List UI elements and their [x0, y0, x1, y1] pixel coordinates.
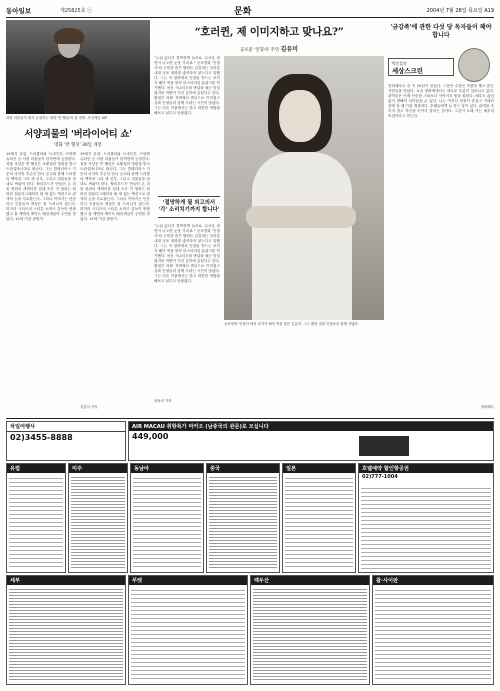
story-headline: 서양괴물의 '버라이어티 쇼' — [24, 129, 132, 140]
page-header — [6, 4, 494, 18]
byline-name: 김유미 — [280, 46, 298, 53]
pull-quote: '절망하게 될 외고의서 '각' 소리치기까지 합니다' — [158, 196, 220, 218]
ad-title: 동남아 — [131, 464, 203, 473]
ad-phone: 02)3455-8888 — [10, 433, 73, 442]
ad-air-macau[interactable] — [128, 421, 494, 461]
ad-phuket[interactable] — [128, 575, 248, 685]
left-story — [6, 20, 150, 414]
column-badge — [388, 58, 454, 76]
movie-still-photo — [6, 20, 150, 114]
columnist-signature: 영화배우 — [480, 405, 494, 409]
travel-ads-section — [6, 418, 494, 686]
center-story — [154, 20, 384, 414]
ad-title: AIR MACAU 취항특가 마카오 (남중국의 관문)로 모십니다 — [129, 422, 493, 431]
byline-prefix: 공포물 '인형사' 주연 — [240, 48, 280, 53]
ad-title: 호텔예약 할인항공권 — [359, 464, 493, 473]
interview-byline — [154, 44, 384, 53]
ad-title: 세부 — [7, 576, 125, 585]
badge-label: 박중훈의 — [392, 61, 407, 66]
reporter-signature: 최용석 기자 — [154, 399, 172, 403]
story-subhead: 영화 '반 헬싱' 30일 개봉 — [54, 143, 102, 148]
column-headline: '금강족'에 관한 다섯 당 독자들이 해야 합니다 — [390, 24, 492, 39]
ad-title: 일본 — [283, 464, 355, 473]
portrait-caption: 공포영화 '인형사'에서 조각가 해미 역을 맡은 김유미. 그는 촬영 내내 인형들과 함께 지냈다. — [224, 322, 359, 326]
ad-guam-saipan[interactable] — [372, 575, 494, 685]
ad-title: 유럽 — [7, 464, 65, 473]
ad-title: 백두산 — [251, 576, 369, 585]
columnist-portrait-icon — [458, 48, 490, 82]
photo-caption: 서양 괴물들이 대거 등장하는 영화 '반 헬싱'의 한 장면. 사진제공 UIP — [6, 116, 108, 120]
ad-title: 푸켓 — [129, 576, 247, 585]
badge-title: 세상스크린 — [392, 67, 423, 75]
interview-body-bottom: “누워 있다가 깜짝깜짝 놀라요. 무서운 장면이 나오면 눈을 가리죠.” 공포영화 '인형사'의 주연을 맡은 탤런트 김유미는 인터뷰 내내 공포 영화를 좋아하지 않는다고 말했다. 그는 이 영화에서 인형을 만드는 조각가 해미 역을 맡아 미스터리한 분위기를 연기했다. 처음 시나리오를 받았을 때는 망설였지만 역할이 가진 깊이에 끌렸다고 한다. 촬영은 외딴 저택에서 밤낮으로 이어졌고 실제 인형들과 함께 지내는 시간이 많았다. 그는 다음 작품에서는 밝고 따뜻한 역할을 해보고 싶다고 덧붙였다. — [154, 224, 220, 283]
edition-number: 제25825호 ⓒ — [60, 8, 93, 14]
ad-title: 미주 — [69, 464, 127, 473]
ad-title: 중국 — [207, 464, 279, 473]
right-column — [388, 20, 494, 414]
ad-title: 괌·사이판 — [373, 576, 493, 585]
story-body-col-2: 19세기 유럽. 드라큘라와 늑대인간, 프랑켄슈타인 등 서양 괴물들이 한꺼번에 등장한다. 괴물 사냥꾼 반 헬싱은 교황청의 명령을 받고 트란실바니아로 떠난다. 그는 발레리어스 가문의 마지막 후손인 안나 공주와 함께 드라큘라 백작과 그의 세 신부, 그리고 괴물들을 상대로 싸워야 한다. 할리우드가 만들어 온 괴물 영화의 캐릭터를 한데 모은 이 영화는 화려한 컴퓨터그래픽과 쉴 새 없는 액션으로 관객의 눈을 사로잡는다. 그러나 이야기는 단순하고 인물들의 개성은 잘 드러나지 않는다. 미이라 시리즈의 스티븐 소머즈 감독이 연출했고 휴 잭맨과 케이트 베킨세일이 주연을 맡았다. 12세 이상 관람가. — [80, 152, 150, 221]
ad-hotel-airfare[interactable] — [358, 463, 494, 573]
ad-cebu[interactable] — [6, 575, 126, 685]
ad-title: 차일여행사 — [7, 422, 125, 432]
ad-baekdu[interactable] — [250, 575, 370, 685]
ad-phone: 02)777-1004 — [362, 474, 398, 480]
reporter-signature: 김갑식 기자 — [80, 405, 98, 409]
interview-headline: “호러퀸, 제 이미지하고 맞나요?” — [194, 26, 344, 38]
ad-japan[interactable] — [282, 463, 356, 573]
issue-date: 2004년 7월 28일 목요일 A19 — [426, 8, 494, 14]
interview-body-top: “누워 있다가 깜짝깜짝 놀라요. 무서운 장면이 나오면 눈을 가리죠.” 공포영화 '인형사'의 주연을 맡은 탤런트 김유미는 인터뷰 내내 공포 영화를 좋아하지 않는다고 말했다. 그는 이 영화에서 인형을 만드는 조각가 해미 역을 맡아 미스터리한 분위기를 연기했다. 처음 시나리오를 받았을 때는 망설였지만 역할이 가진 깊이에 끌렸다고 한다. 촬영은 외딴 저택에서 밤낮으로 이어졌고 실제 인형들과 함께 지내는 시간이 많았다. 그는 다음 작품에서는 밝고 따뜻한 역할을 해보고 싶다고 덧붙였다. — [154, 56, 220, 115]
publication-name: 동아일보 — [6, 7, 32, 15]
story-body-col-1: 19세기 유럽. 드라큘라와 늑대인간, 프랑켄슈타인 등 서양 괴물들이 한꺼번에 등장한다. 괴물 사냥꾼 반 헬싱은 교황청의 명령을 받고 트란실바니아로 떠난다. 그는 발레리어스 가문의 마지막 후손인 안나 공주와 함께 드라큘라 백작과 그의 세 신부, 그리고 괴물들을 상대로 싸워야 한다. 할리우드가 만들어 온 괴물 영화의 캐릭터를 한데 모은 이 영화는 화려한 컴퓨터그래픽과 쉴 새 없는 액션으로 관객의 눈을 사로잡는다. 그러나 이야기는 단순하고 인물들의 개성은 잘 드러나지 않는다. 미이라 시리즈의 스티븐 소머즈 감독이 연출했고 휴 잭맨과 케이트 베킨세일이 주연을 맡았다. 12세 이상 관람가. — [6, 152, 76, 221]
ad-southeast-asia[interactable] — [130, 463, 204, 573]
section-title: 문화 — [234, 7, 252, 17]
actress-portrait-photo — [224, 56, 384, 320]
column-body: 영화배우로 산 지 20년이 넘었다. 그동안 수많은 작품을 했고 많은 사람들을 만났다. 요즘 영화계에서는 새로운 흐름이 일어나고 있다. 관객들은 이제 단순한 스타보다 이야기의 힘을 원한다. 배우도 끊임없이 변해야 살아남을 수 있다. 나는 여전히 현장이 즐겁고 카메라 앞에 설 때 가장 행복하다. 후배들에게 늘 하는 말이 있다. 관객을 속이지 말고 자신을 속이지 말라는 것이다. 그것이 오래 가는 배우의 비결이라고 믿는다. — [388, 84, 494, 118]
ad-china[interactable] — [206, 463, 280, 573]
ad-europe[interactable] — [6, 463, 66, 573]
ad-travel-agency[interactable] — [6, 421, 126, 461]
ad-price: 449,000 — [132, 432, 169, 441]
editorial-area — [6, 20, 494, 414]
ad-americas[interactable] — [68, 463, 128, 573]
